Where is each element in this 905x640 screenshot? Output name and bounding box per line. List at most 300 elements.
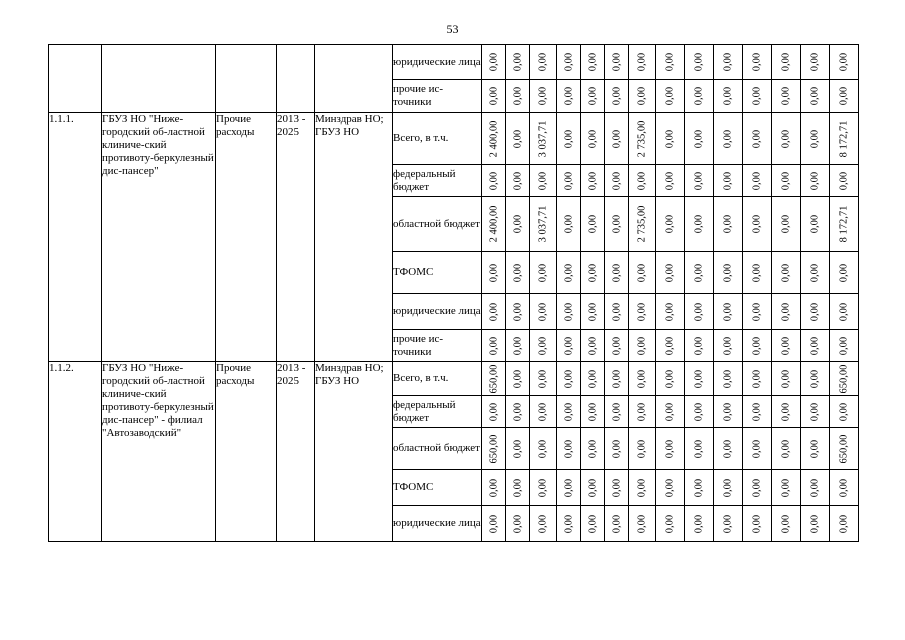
- value-cell: [743, 252, 772, 294]
- value-text: 0,00: [512, 52, 523, 72]
- value-text: 0,00: [751, 214, 763, 234]
- value-cell: [656, 428, 685, 470]
- value-text: 0,00: [722, 336, 734, 355]
- value-cell: [629, 80, 656, 113]
- value-text: 2 400,00: [488, 205, 499, 243]
- value-cell: [506, 428, 530, 470]
- funding-source-cell: [393, 470, 482, 506]
- value-cell: [772, 362, 801, 396]
- value-cell: [714, 113, 743, 165]
- value-text: 650,00: [488, 364, 499, 393]
- value-text: 0,00: [838, 263, 850, 282]
- value-cell: [629, 197, 656, 252]
- value-text: 0,00: [722, 369, 734, 388]
- value-text: 0,00: [722, 86, 734, 106]
- value-cell: [506, 165, 530, 197]
- value-text: 0,00: [664, 369, 676, 388]
- value-cell: [629, 330, 656, 362]
- value-text: 0,00: [563, 302, 574, 321]
- value-text: 0,00: [780, 439, 792, 458]
- value-text: 0,00: [587, 402, 598, 421]
- value-text: 0,00: [664, 86, 676, 106]
- value-cell: [743, 506, 772, 542]
- executor: Минздрав НО; ГБУЗ НО: [315, 362, 393, 542]
- value-cell: [743, 362, 772, 396]
- funding-source-cell: [393, 294, 482, 330]
- value-cell: [801, 197, 830, 252]
- value-cell: [482, 428, 506, 470]
- value-text: 0,00: [780, 336, 792, 355]
- value-cell: [743, 45, 772, 80]
- value-cell: [656, 197, 685, 252]
- value-text: 0,00: [636, 171, 648, 190]
- expense-type: Прочие расходы: [216, 113, 277, 362]
- value-cell: [581, 506, 605, 542]
- value-text: 0,00: [722, 439, 734, 458]
- value-cell: [714, 470, 743, 506]
- value-text: 0,00: [664, 402, 676, 421]
- value-text: 0,00: [693, 129, 705, 148]
- value-text: 0,00: [809, 439, 821, 458]
- value-text: 2 735,00: [636, 120, 648, 157]
- funding-source-cell: [393, 165, 482, 197]
- value-cell: [530, 330, 557, 362]
- value-cell: [557, 165, 581, 197]
- value-cell: [506, 45, 530, 80]
- funding-source-label: федеральный бюджет: [393, 398, 456, 424]
- funding-source-label: ТФОМС: [393, 481, 434, 493]
- funding-source-label: прочие ис-точники: [393, 83, 444, 108]
- value-text: 0,00: [693, 402, 705, 421]
- page-number: 53: [446, 22, 459, 36]
- value-cell: [581, 252, 605, 294]
- value-cell: [801, 470, 830, 506]
- value-cell: [714, 252, 743, 294]
- value-cell: [830, 294, 859, 330]
- value-text: 8 172,71: [838, 205, 850, 243]
- value-text: 0,00: [751, 336, 763, 355]
- value-cell: [581, 113, 605, 165]
- value-text: 0,00: [537, 478, 549, 497]
- value-text: 0,00: [636, 439, 648, 458]
- value-cell: [605, 428, 629, 470]
- value-text: 0,00: [611, 369, 622, 388]
- value-cell: [482, 45, 506, 80]
- value-cell: [581, 80, 605, 113]
- value-cell: [830, 197, 859, 252]
- value-cell: [530, 252, 557, 294]
- funding-source-cell: [393, 80, 482, 113]
- value-text: 0,00: [563, 129, 574, 148]
- funding-source-cell: [393, 113, 482, 165]
- funding-source-cell: [393, 197, 482, 252]
- value-text: 650,00: [838, 434, 850, 463]
- value-text: 0,00: [780, 52, 792, 72]
- value-cell: [581, 362, 605, 396]
- funding-source-label: юридические лица: [393, 55, 481, 68]
- value-text: 0,00: [563, 369, 574, 388]
- value-text: 0,00: [809, 514, 821, 533]
- value-cell: [685, 506, 714, 542]
- value-text: 0,00: [751, 402, 763, 421]
- value-cell: [656, 396, 685, 428]
- value-cell: [743, 294, 772, 330]
- value-cell: [656, 80, 685, 113]
- value-cell: [685, 330, 714, 362]
- value-text: 0,00: [838, 171, 850, 190]
- value-text: 0,00: [611, 402, 622, 421]
- value-text: 0,00: [636, 336, 648, 355]
- value-text: 0,00: [722, 129, 734, 148]
- value-cell: [714, 506, 743, 542]
- funding-source-cell: [393, 45, 482, 80]
- value-cell: [581, 294, 605, 330]
- value-cell: [656, 506, 685, 542]
- table-body: [49, 45, 859, 542]
- value-cell: [629, 113, 656, 165]
- value-cell: [629, 396, 656, 428]
- value-cell: [656, 330, 685, 362]
- value-cell: [743, 165, 772, 197]
- value-text: 0,00: [537, 402, 549, 421]
- value-cell: [743, 80, 772, 113]
- value-cell: [530, 506, 557, 542]
- value-text: 0,00: [537, 369, 549, 388]
- value-text: 0,00: [722, 302, 734, 321]
- value-cell: [506, 330, 530, 362]
- value-cell: [482, 362, 506, 396]
- value-cell: [772, 197, 801, 252]
- value-cell: [581, 470, 605, 506]
- value-cell: [830, 113, 859, 165]
- value-text: 0,00: [809, 336, 821, 355]
- value-cell: [506, 362, 530, 396]
- funding-source-label: областной бюджет: [393, 217, 480, 230]
- value-text: 0,00: [563, 336, 574, 355]
- organization-name: [102, 45, 216, 113]
- value-cell: [506, 470, 530, 506]
- value-text: 0,00: [693, 214, 705, 234]
- row-code: 1.1.1.: [49, 113, 102, 362]
- funding-source-cell: [393, 252, 482, 294]
- value-cell: [801, 506, 830, 542]
- value-text: 0,00: [611, 214, 622, 234]
- value-cell: [743, 330, 772, 362]
- value-cell: [482, 294, 506, 330]
- row-code: [49, 45, 102, 113]
- value-cell: [656, 113, 685, 165]
- value-text: 0,00: [838, 86, 850, 106]
- value-cell: [557, 330, 581, 362]
- value-cell: [772, 294, 801, 330]
- value-cell: [557, 470, 581, 506]
- value-text: 0,00: [838, 514, 850, 533]
- value-text: 3 037,71: [537, 205, 549, 243]
- value-text: 0,00: [664, 336, 676, 355]
- value-text: 0,00: [636, 263, 648, 282]
- value-text: 0,00: [636, 302, 648, 321]
- table-row: [49, 45, 859, 80]
- value-text: 0,00: [563, 52, 574, 72]
- value-text: 0,00: [809, 302, 821, 321]
- value-cell: [685, 294, 714, 330]
- value-text: 0,00: [780, 263, 792, 282]
- value-cell: [830, 165, 859, 197]
- value-text: 0,00: [664, 514, 676, 533]
- value-cell: [830, 470, 859, 506]
- value-cell: [506, 80, 530, 113]
- value-text: 0,00: [488, 402, 499, 421]
- value-text: 2 400,00: [488, 120, 499, 157]
- funding-source-label: юридические лица: [393, 517, 481, 529]
- value-cell: [714, 428, 743, 470]
- value-text: 0,00: [537, 514, 549, 533]
- value-cell: [530, 80, 557, 113]
- value-cell: [605, 45, 629, 80]
- value-cell: [605, 113, 629, 165]
- value-cell: [506, 252, 530, 294]
- value-text: 0,00: [563, 171, 574, 190]
- value-cell: [714, 330, 743, 362]
- value-text: 0,00: [587, 171, 598, 190]
- funding-source-label: областной бюджет: [393, 442, 480, 454]
- value-text: 0,00: [809, 402, 821, 421]
- table-row: [49, 362, 859, 396]
- value-text: 0,00: [488, 478, 499, 497]
- value-cell: [772, 45, 801, 80]
- funding-source-cell: [393, 330, 482, 362]
- value-text: 0,00: [809, 369, 821, 388]
- value-cell: [482, 330, 506, 362]
- value-cell: [830, 80, 859, 113]
- expense-type: Прочие расходы: [216, 362, 277, 542]
- value-text: 0,00: [664, 129, 676, 148]
- value-text: 0,00: [664, 302, 676, 321]
- value-text: 0,00: [664, 263, 676, 282]
- value-text: 0,00: [587, 302, 598, 321]
- value-text: 0,00: [751, 302, 763, 321]
- value-text: 0,00: [611, 86, 622, 106]
- value-cell: [772, 80, 801, 113]
- value-cell: [557, 45, 581, 80]
- value-cell: [530, 197, 557, 252]
- value-cell: [530, 396, 557, 428]
- value-cell: [482, 506, 506, 542]
- value-text: 0,00: [512, 402, 523, 421]
- value-text: 0,00: [809, 263, 821, 282]
- value-cell: [801, 428, 830, 470]
- value-text: 2 735,00: [636, 205, 648, 243]
- organization-name: ГБУЗ НО "Ниже-городский об-ластной клиниче-ский противоту-беркулезный дис-пансер": [102, 113, 216, 362]
- value-text: 0,00: [664, 214, 676, 234]
- row-code: 1.1.2.: [49, 362, 102, 542]
- value-cell: [714, 45, 743, 80]
- value-text: 0,00: [512, 439, 523, 458]
- value-text: 0,00: [537, 52, 549, 72]
- funding-source-label: Всего, в т.ч.: [393, 132, 449, 144]
- value-text: 0,00: [537, 302, 549, 321]
- value-cell: [530, 470, 557, 506]
- funding-source-label: прочие ис-точники: [393, 332, 444, 358]
- value-cell: [581, 396, 605, 428]
- value-cell: [629, 165, 656, 197]
- value-text: 0,00: [611, 129, 622, 148]
- value-text: 3 037,71: [537, 120, 549, 157]
- value-text: 0,00: [587, 263, 598, 282]
- value-text: 0,00: [537, 439, 549, 458]
- value-cell: [656, 45, 685, 80]
- value-cell: [605, 294, 629, 330]
- value-cell: [605, 396, 629, 428]
- value-text: 0,00: [780, 402, 792, 421]
- value-cell: [482, 396, 506, 428]
- value-cell: [530, 362, 557, 396]
- value-text: 0,00: [838, 336, 850, 355]
- value-cell: [830, 396, 859, 428]
- value-cell: [605, 506, 629, 542]
- value-cell: [685, 470, 714, 506]
- value-text: 0,00: [751, 171, 763, 190]
- value-cell: [605, 197, 629, 252]
- table-row: [49, 113, 859, 165]
- value-cell: [801, 252, 830, 294]
- value-text: 0,00: [751, 86, 763, 106]
- value-text: 0,00: [722, 263, 734, 282]
- implementation-period: [277, 45, 315, 113]
- value-text: 0,00: [636, 402, 648, 421]
- value-cell: [557, 506, 581, 542]
- value-cell: [685, 362, 714, 396]
- value-cell: [685, 45, 714, 80]
- value-text: 0,00: [780, 129, 792, 148]
- value-cell: [656, 470, 685, 506]
- value-text: 0,00: [636, 86, 648, 106]
- value-cell: [801, 80, 830, 113]
- executor: Минздрав НО; ГБУЗ НО: [315, 113, 393, 362]
- value-cell: [743, 470, 772, 506]
- value-text: 0,00: [693, 439, 705, 458]
- value-text: 0,00: [751, 439, 763, 458]
- value-text: 0,00: [722, 214, 734, 234]
- value-text: 0,00: [488, 86, 499, 106]
- value-cell: [581, 330, 605, 362]
- value-text: 0,00: [611, 514, 622, 533]
- value-cell: [772, 506, 801, 542]
- value-cell: [482, 470, 506, 506]
- value-cell: [530, 428, 557, 470]
- value-cell: [685, 197, 714, 252]
- value-cell: [685, 428, 714, 470]
- value-text: 0,00: [512, 86, 523, 106]
- value-cell: [581, 45, 605, 80]
- value-text: 0,00: [838, 478, 850, 497]
- value-text: 0,00: [751, 478, 763, 497]
- value-text: 0,00: [512, 263, 523, 282]
- value-text: 0,00: [512, 302, 523, 321]
- value-text: 0,00: [636, 52, 648, 72]
- value-cell: [629, 45, 656, 80]
- value-cell: [482, 165, 506, 197]
- value-text: 0,00: [693, 263, 705, 282]
- value-text: 0,00: [722, 171, 734, 190]
- value-cell: [581, 165, 605, 197]
- value-cell: [506, 113, 530, 165]
- value-text: 0,00: [611, 336, 622, 355]
- value-text: 0,00: [563, 439, 574, 458]
- value-cell: [506, 294, 530, 330]
- value-text: 0,00: [488, 52, 499, 72]
- value-text: 0,00: [587, 52, 598, 72]
- value-cell: [772, 113, 801, 165]
- value-text: 0,00: [512, 369, 523, 388]
- value-cell: [629, 470, 656, 506]
- value-cell: [772, 165, 801, 197]
- value-text: 0,00: [537, 86, 549, 106]
- value-text: 0,00: [693, 302, 705, 321]
- value-cell: [482, 113, 506, 165]
- value-cell: [801, 165, 830, 197]
- value-text: 0,00: [780, 86, 792, 106]
- value-text: 0,00: [488, 514, 499, 533]
- value-cell: [605, 80, 629, 113]
- value-cell: [772, 330, 801, 362]
- value-cell: [830, 330, 859, 362]
- value-cell: [605, 362, 629, 396]
- value-cell: [482, 252, 506, 294]
- value-cell: [743, 113, 772, 165]
- value-text: 8 172,71: [838, 120, 850, 157]
- value-text: 0,00: [587, 439, 598, 458]
- value-cell: [629, 428, 656, 470]
- value-text: 0,00: [537, 336, 549, 355]
- value-cell: [482, 80, 506, 113]
- value-cell: [557, 113, 581, 165]
- value-text: 0,00: [611, 52, 622, 72]
- funding-source-label: юридические лица: [393, 305, 481, 317]
- value-cell: [581, 428, 605, 470]
- value-text: 0,00: [537, 171, 549, 190]
- value-text: 0,00: [587, 369, 598, 388]
- value-cell: [714, 80, 743, 113]
- value-text: 0,00: [809, 52, 821, 72]
- value-cell: [772, 396, 801, 428]
- value-text: 0,00: [587, 86, 598, 106]
- value-cell: [801, 362, 830, 396]
- value-text: 0,00: [809, 478, 821, 497]
- value-cell: [629, 252, 656, 294]
- value-cell: [482, 197, 506, 252]
- value-cell: [557, 294, 581, 330]
- value-cell: [830, 252, 859, 294]
- value-cell: [772, 252, 801, 294]
- value-text: 0,00: [488, 336, 499, 355]
- value-cell: [830, 45, 859, 80]
- value-cell: [685, 165, 714, 197]
- value-text: 0,00: [809, 171, 821, 190]
- value-text: 0,00: [537, 263, 549, 282]
- value-text: 0,00: [587, 129, 598, 148]
- funding-source-cell: [393, 396, 482, 428]
- value-cell: [830, 362, 859, 396]
- value-cell: [530, 294, 557, 330]
- value-text: 0,00: [587, 478, 598, 497]
- value-cell: [656, 165, 685, 197]
- value-text: 0,00: [751, 263, 763, 282]
- value-cell: [557, 197, 581, 252]
- value-cell: [743, 197, 772, 252]
- value-text: 0,00: [838, 402, 850, 421]
- value-text: 0,00: [722, 402, 734, 421]
